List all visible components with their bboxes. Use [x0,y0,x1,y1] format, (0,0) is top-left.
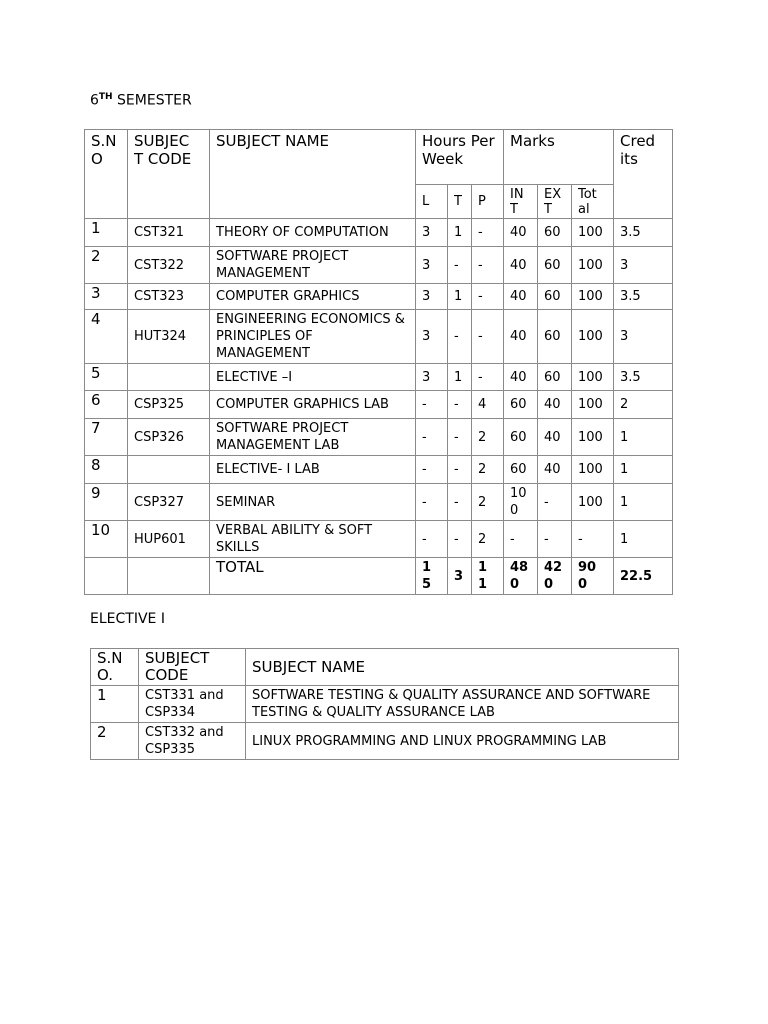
cell-ext: 60 [538,310,572,364]
cell-T: 1 [448,219,472,247]
elective-header-sno: S.N O. [91,649,139,686]
cell-sno: 5 [85,364,128,391]
cell-int: 40 [504,284,538,310]
cell-credits: 1 [614,456,673,484]
table-row [85,219,673,247]
cell-ext: 40 [538,419,572,456]
cell-P: 4 [472,391,504,419]
cell-credits: 1 [614,484,673,521]
table-row [85,419,673,456]
cell-credits: 2 [614,391,673,419]
cell-name: THEORY OF COMPUTATION [210,219,416,247]
cell-P: 2 [472,484,504,521]
cell-ext: 60 [538,247,572,284]
cell-L: - [416,521,448,558]
cell-T: - [448,456,472,484]
cell-code: HUT324 [128,310,210,364]
cell-int: 60 [504,456,538,484]
cell-T: - [448,391,472,419]
elective-table [90,648,679,760]
cell-ext: 40 [538,456,572,484]
total-t: 3 [448,558,472,595]
cell-P: 2 [472,419,504,456]
cell-total: - [572,521,614,558]
cell-int: 10 0 [504,484,538,521]
total-int: 48 0 [504,558,538,595]
cell-sno: 9 [85,484,128,521]
cell-credits: 3.5 [614,364,673,391]
cell-int: 40 [504,364,538,391]
elective-header-name: SUBJECT NAME [246,649,679,686]
cell-name: COMPUTER GRAPHICS [210,284,416,310]
elective-cell-code: CST332 and CSP335 [139,723,246,760]
cell-sno: 2 [85,247,128,284]
cell-sno: 8 [85,456,128,484]
cell-T: - [448,247,472,284]
cell-int: 60 [504,419,538,456]
cell-code [128,456,210,484]
cell-L: 3 [416,284,448,310]
cell-sno: 3 [85,284,128,310]
cell-credits: 3 [614,247,673,284]
cell-code: CST322 [128,247,210,284]
cell-name: SOFTWARE PROJECT MANAGEMENT LAB [210,419,416,456]
cell-T: - [448,419,472,456]
elective-cell-sno: 2 [91,723,139,760]
cell-code [128,364,210,391]
header-marks: Marks [504,130,614,185]
cell-name: SEMINAR [210,484,416,521]
table-row [85,364,673,391]
cell-credits: 3 [614,310,673,364]
semester-course-table [84,129,673,595]
header-int: IN T [504,185,538,219]
table-row [85,310,673,364]
cell-int: 60 [504,391,538,419]
cell-ext: - [538,484,572,521]
cell-total: 100 [572,284,614,310]
header-subject-name: SUBJECT NAME [210,130,416,219]
cell-code: HUP601 [128,521,210,558]
cell-total: 100 [572,364,614,391]
cell-total: 100 [572,484,614,521]
table-row [85,247,673,284]
cell-int: 40 [504,219,538,247]
elective-cell-code: CST331 and CSP334 [139,686,246,723]
table-row [85,284,673,310]
cell-total: 100 [572,247,614,284]
cell-T: 1 [448,364,472,391]
cell-name: SOFTWARE PROJECT MANAGEMENT [210,247,416,284]
header-p: P [472,185,504,219]
cell-name: VERBAL ABILITY & SOFT SKILLS [210,521,416,558]
cell-credits: 1 [614,419,673,456]
total-p: 1 1 [472,558,504,595]
cell-name: ENGINEERING ECONOMICS & PRINCIPLES OF MANAGEMENT [210,310,416,364]
header-total: Tot al [572,185,614,219]
cell-sno: 10 [85,521,128,558]
cell-P: - [472,219,504,247]
cell-ext: - [538,521,572,558]
cell-L: - [416,456,448,484]
semester-superscript: TH [98,92,113,102]
cell-total: 100 [572,391,614,419]
elective-row [91,723,679,760]
elective-cell-sno: 1 [91,686,139,723]
total-row [85,558,673,595]
table-row [85,391,673,419]
header-credits: Cred its [614,130,673,219]
header-subject-code: SUBJEC T CODE [128,130,210,219]
cell-int: 40 [504,310,538,364]
cell-credits: 1 [614,521,673,558]
cell-code: CST323 [128,284,210,310]
cell-P: - [472,247,504,284]
cell-int: - [504,521,538,558]
cell-total: 100 [572,419,614,456]
cell-T: - [448,484,472,521]
cell-name: ELECTIVE- I LAB [210,456,416,484]
cell-sno: 1 [85,219,128,247]
cell-T: 1 [448,284,472,310]
semester-number: 6 [90,92,99,109]
cell-ext: 60 [538,364,572,391]
header-t: T [448,185,472,219]
cell-code: CSP326 [128,419,210,456]
cell-L: 3 [416,219,448,247]
cell-L: 3 [416,310,448,364]
elective-header-code: SUBJECT CODE [139,649,246,686]
cell-code: CST321 [128,219,210,247]
table-row [85,456,673,484]
cell-credits: 3.5 [614,284,673,310]
elective-cell-name: LINUX PROGRAMMING AND LINUX PROGRAMMING LAB [246,723,679,760]
cell-ext: 60 [538,219,572,247]
table-row [85,484,673,521]
cell-L: 3 [416,364,448,391]
cell-credits: 3.5 [614,219,673,247]
total-total: 90 0 [572,558,614,595]
header-sno: S.N O [85,130,128,219]
header-l: L [416,185,448,219]
cell-L: - [416,391,448,419]
semester-label: SEMESTER [112,92,192,109]
elective-heading: ELECTIVE I [90,611,165,627]
cell-ext: 40 [538,391,572,419]
total-ext: 42 0 [538,558,572,595]
elective-cell-name: SOFTWARE TESTING & QUALITY ASSURANCE AND SOFTWARE TESTING & QUALITY ASSURANCE LAB [246,686,679,723]
cell-sno: 7 [85,419,128,456]
semester-heading [90,92,192,109]
cell-name: ELECTIVE –I [210,364,416,391]
cell-code: CSP327 [128,484,210,521]
cell-L: - [416,484,448,521]
total-code-cell [128,558,210,595]
total-credits: 22.5 [614,558,673,595]
cell-P: - [472,310,504,364]
elective-row [91,686,679,723]
total-l: 1 5 [416,558,448,595]
cell-P: 2 [472,456,504,484]
cell-P: 2 [472,521,504,558]
cell-ext: 60 [538,284,572,310]
cell-T: - [448,310,472,364]
cell-total: 100 [572,456,614,484]
total-label: TOTAL [210,558,416,595]
cell-name: COMPUTER GRAPHICS LAB [210,391,416,419]
cell-L: - [416,419,448,456]
header-ext: EX T [538,185,572,219]
cell-total: 100 [572,219,614,247]
cell-code: CSP325 [128,391,210,419]
table-row [85,521,673,558]
cell-T: - [448,521,472,558]
cell-sno: 4 [85,310,128,364]
cell-sno: 6 [85,391,128,419]
cell-P: - [472,284,504,310]
cell-int: 40 [504,247,538,284]
total-sno-cell [85,558,128,595]
cell-L: 3 [416,247,448,284]
cell-P: - [472,364,504,391]
cell-total: 100 [572,310,614,364]
header-hours-per-week: Hours Per Week [416,130,504,185]
